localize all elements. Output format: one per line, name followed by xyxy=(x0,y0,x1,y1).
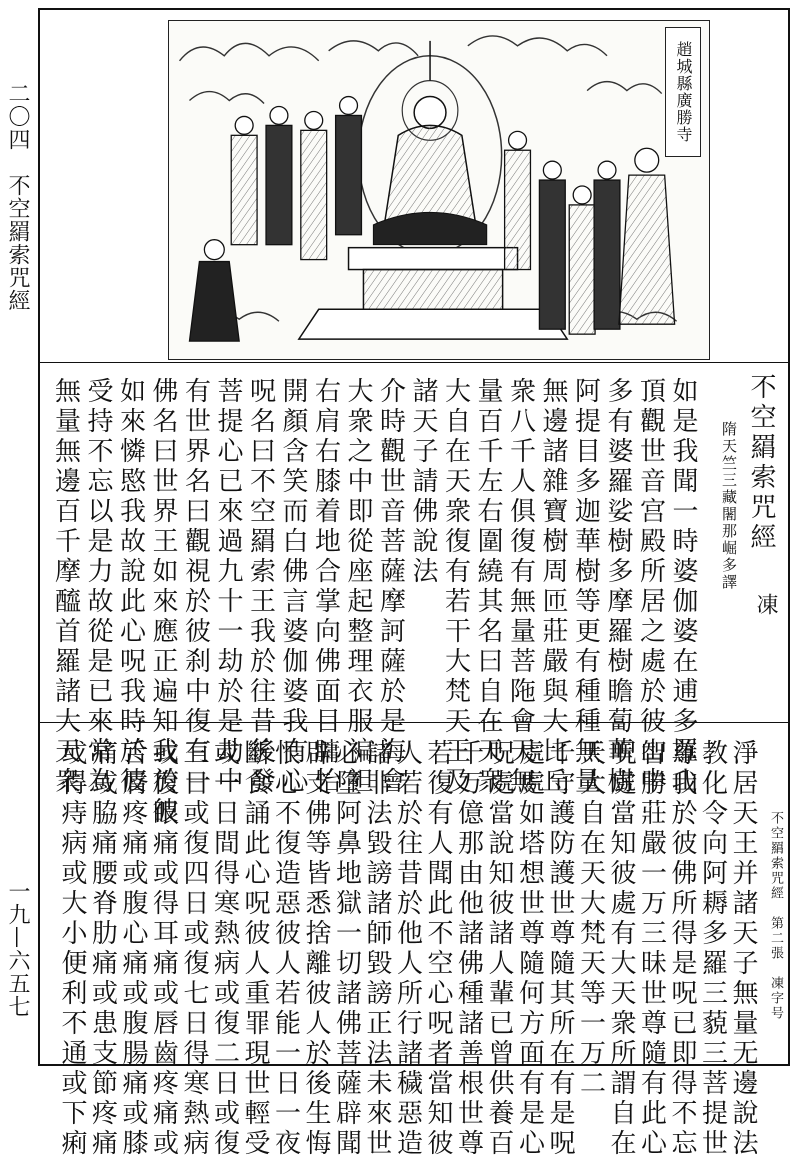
text-column: 諸天子請佛說法 xyxy=(408,377,438,587)
sutra-title: 不空羂索咒經 xyxy=(746,373,776,553)
text-column: 舌脣疼痛或腹心痛或腹腸痛或膝 xyxy=(118,739,148,1159)
text-column: 大衆之中即從座起整理衣服褊袒 xyxy=(343,377,373,797)
text-column: 若復有人聞此不空心呪者當知彼 xyxy=(423,739,453,1159)
title-mark: 凍 xyxy=(753,593,778,619)
text-column: 千守護防護世尊隨其所在有是呪 xyxy=(545,739,575,1159)
text-column: 人若於往昔於他人所行諸穢惡造 xyxy=(392,739,423,1159)
page-header: 不空羂索咒經 第二張 凍字号 xyxy=(768,811,783,1021)
frontispiece-illustration xyxy=(168,20,710,360)
divider-lower xyxy=(40,722,788,723)
text-column: 教化令向阿耨多羅三藐三菩提世 xyxy=(697,739,728,1159)
text-column: 佛名曰世界王如來應正遍知我於彼 xyxy=(148,377,178,827)
text-column: 阿提目多迦華樹等更有種種無量 xyxy=(570,377,601,797)
temple-plaque: 趙城縣廣勝寺 xyxy=(665,27,701,157)
margin-page-number: 一九—六五七 xyxy=(5,880,30,1018)
text-section-upper xyxy=(40,365,788,827)
text-column: 開顏含笑而白佛言婆伽婆我有心 xyxy=(278,377,308,797)
buddha-assembly-drawing xyxy=(169,21,709,359)
text-column: 或一日間得寒熱病或復二日或復 xyxy=(209,739,240,1159)
margin-volume-title: 二〇四 不空羂索咒經 xyxy=(5,82,30,312)
text-column: 量百千左右圍繞其名曰自在天衆 xyxy=(473,377,503,797)
text-column: 三日或復四日或復七日得寒熱病 xyxy=(179,739,209,1159)
text-column: 必墮阿鼻地獄一切諸佛菩薩辟聞 xyxy=(331,739,362,1159)
divider-upper xyxy=(40,362,788,363)
text-column: 或復眼痛或得耳痛或唇齒疼痛或 xyxy=(148,739,179,1159)
text-column: 諸非法毀謗諸師毀謗正法未來世 xyxy=(362,739,392,1159)
text-column: 菩提心已來過九十一劫於是劫中 xyxy=(213,377,243,797)
text-column: 右肩右膝着地合掌向佛面目𦟛怡 xyxy=(310,377,341,797)
text-column: 大自在天衆復有若干大梵天王及 xyxy=(440,377,471,797)
text-column: 淨居天王并諸天子無量无邊說法 xyxy=(728,739,758,1159)
text-column: 恨心不復造惡彼人若能一日一夜 xyxy=(270,739,301,1159)
text-column: 痛或脇痛腰脊肋痛或患支節疼痛 xyxy=(87,739,118,1159)
text-column: 辟支佛等皆悉捨離彼人於後生悔 xyxy=(301,739,331,1159)
text-column: 衆八千人俱復有無量菩陁會天無 xyxy=(505,377,536,797)
text-column: 多有婆羅娑樹多摩羅樹瞻蔔華樹 xyxy=(603,377,633,797)
text-column: 尊我於彼佛所得是呪已即得不忘 xyxy=(667,739,697,1159)
text-column: 呪處當知彼處有大天衆所謂自在 xyxy=(606,739,636,1159)
text-column: 千万億那由他諸佛種諸善根世尊 xyxy=(453,739,484,1159)
text-column: 無量無邊百千摩醯首羅諸大天衆 xyxy=(50,377,81,797)
text-column: 如是我聞一時婆伽婆在逋多羅山 xyxy=(668,377,698,797)
text-column: 斷食誦此心呪彼人重罪現世輕受 xyxy=(240,739,270,1159)
text-column: 處處如塔想世尊隨何方面有是心 xyxy=(514,739,545,1159)
text-column: 介時觀世音菩薩摩訶薩於是海會 xyxy=(375,377,406,797)
text-column: 或得痔病或大小便利不通或下痢 xyxy=(57,739,87,1159)
page-frame xyxy=(38,8,790,1159)
text-column: 呪名曰不空羂索王我於往昔後發 xyxy=(245,377,276,797)
text-column: 無邊諸雜寶樹周匝莊嚴與大比丘 xyxy=(538,377,568,797)
text-column: 智勝莊嚴一万三昧世尊隨有此心 xyxy=(636,739,667,1159)
text-column: 如來憐愍我故說此心呪我時於彼 xyxy=(115,377,146,797)
text-column: 頂觀世音宫殿所居之處於彼山中 xyxy=(635,377,666,797)
text-section-lower xyxy=(40,725,788,1159)
translator-line: 隋天竺三藏闍那崛多譯 xyxy=(720,421,738,591)
text-column: 受持不忘以是力故從是已來常為 xyxy=(83,377,113,797)
text-column: 呪處當說知彼諸人輩已曾供養百 xyxy=(484,739,514,1159)
text-column: 天大自在天大梵天等一万二 xyxy=(575,739,606,1099)
text-column: 有世界名曰觀視於彼刹中復有一 xyxy=(180,377,211,797)
